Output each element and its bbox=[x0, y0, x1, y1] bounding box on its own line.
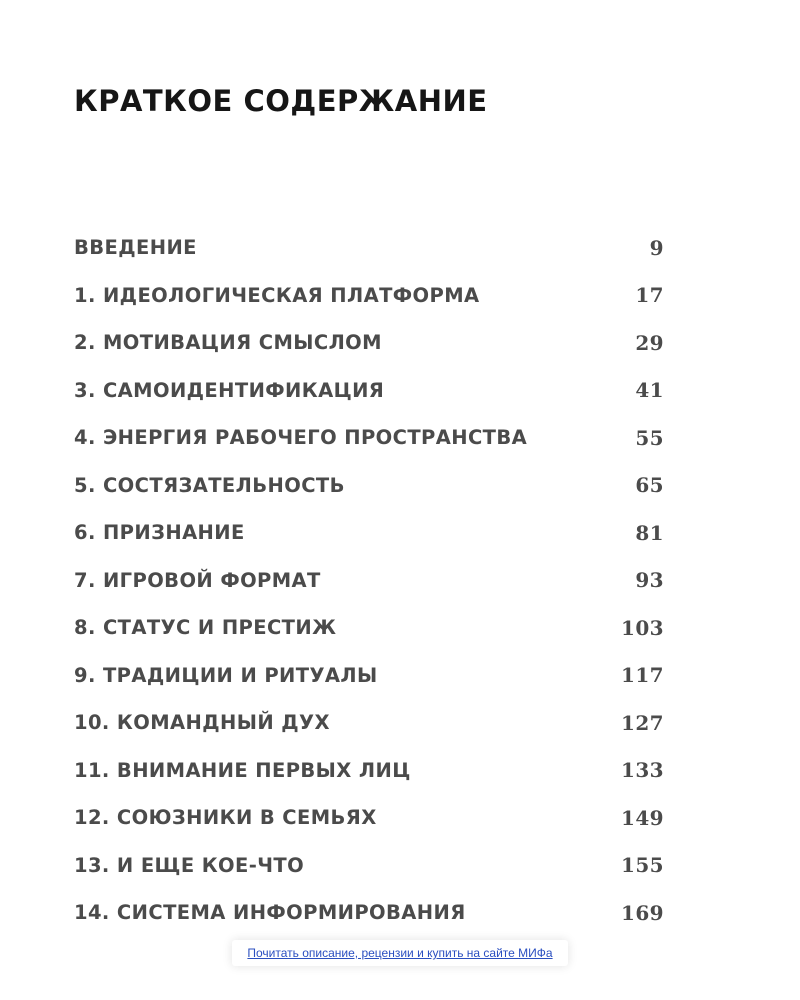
toc-entry-label: 8. СТАТУС И ПРЕСТИЖ bbox=[74, 616, 337, 640]
toc-entry-chapter-5 bbox=[74, 462, 664, 510]
toc-entry-chapter-3 bbox=[74, 367, 664, 415]
toc-entry-page: 117 bbox=[621, 663, 664, 688]
publisher-site-link[interactable]: Почитать описание, рецензии и купить на сайте МИФа bbox=[232, 940, 568, 966]
toc-entry-page: 29 bbox=[635, 330, 664, 355]
toc-entry-page: 93 bbox=[635, 568, 664, 593]
toc-entry-label: ВВЕДЕНИЕ bbox=[74, 236, 197, 260]
toc-entry-page: 155 bbox=[621, 853, 664, 878]
toc-entry-page: 103 bbox=[621, 615, 664, 640]
toc-entry-introduction bbox=[74, 224, 664, 272]
toc-entry-page: 169 bbox=[621, 900, 664, 925]
toc-entry-label: 10. КОМАНДНЫЙ ДУХ bbox=[74, 711, 330, 735]
toc-entry-label: 4. ЭНЕРГИЯ РАБОЧЕГО ПРОСТРАНСТВА bbox=[74, 426, 528, 450]
toc-entry-chapter-1 bbox=[74, 272, 664, 320]
toc-entry-label: 6. ПРИЗНАНИЕ bbox=[74, 521, 245, 545]
toc-entry-chapter-4 bbox=[74, 414, 664, 462]
toc-entry-page: 133 bbox=[621, 758, 664, 783]
toc-entry-chapter-12 bbox=[74, 794, 664, 842]
toc-entry-page: 149 bbox=[621, 805, 664, 830]
toc-entry-chapter-11 bbox=[74, 747, 664, 795]
toc-entry-label: 7. ИГРОВОЙ ФОРМАТ bbox=[74, 568, 321, 592]
toc-entry-page: 81 bbox=[635, 520, 664, 545]
toc-entry-label: 11. ВНИМАНИЕ ПЕРВЫХ ЛИЦ bbox=[74, 758, 411, 782]
toc-entry-page: 9 bbox=[649, 235, 664, 260]
toc-entry-label: 12. СОЮЗНИКИ В СЕМЬЯХ bbox=[74, 806, 377, 830]
toc-entry-label: 9. ТРАДИЦИИ И РИТУАЛЫ bbox=[74, 663, 378, 687]
toc-entry-page: 17 bbox=[635, 283, 664, 308]
table-of-contents bbox=[74, 224, 664, 937]
toc-entry-label: 13. И ЕЩЕ КОЕ-ЧТО bbox=[74, 853, 305, 877]
toc-entry-label: 2. МОТИВАЦИЯ СМЫСЛОМ bbox=[74, 331, 382, 355]
toc-entry-page: 65 bbox=[635, 473, 664, 498]
toc-entry-chapter-13 bbox=[74, 842, 664, 890]
toc-entry-chapter-10 bbox=[74, 699, 664, 747]
page-title: КРАТКОЕ СОДЕРЖАНИЕ bbox=[74, 84, 488, 118]
toc-entry-label: 5. СОСТЯЗАТЕЛЬНОСТЬ bbox=[74, 473, 345, 497]
toc-entry-chapter-8 bbox=[74, 604, 664, 652]
toc-entry-chapter-9 bbox=[74, 652, 664, 700]
toc-entry-page: 127 bbox=[621, 710, 664, 735]
toc-entry-chapter-2 bbox=[74, 319, 664, 367]
toc-entry-page: 41 bbox=[635, 378, 664, 403]
toc-entry-page: 55 bbox=[635, 425, 664, 450]
toc-entry-chapter-14 bbox=[74, 889, 664, 937]
toc-entry-chapter-6 bbox=[74, 509, 664, 557]
toc-entry-label: 3. САМОИДЕНТИФИКАЦИЯ bbox=[74, 378, 385, 402]
toc-entry-chapter-7 bbox=[74, 557, 664, 605]
toc-entry-label: 1. ИДЕОЛОГИЧЕСКАЯ ПЛАТФОРМА bbox=[74, 283, 480, 307]
toc-entry-label: 14. СИСТЕМА ИНФОРМИРОВАНИЯ bbox=[74, 901, 466, 925]
